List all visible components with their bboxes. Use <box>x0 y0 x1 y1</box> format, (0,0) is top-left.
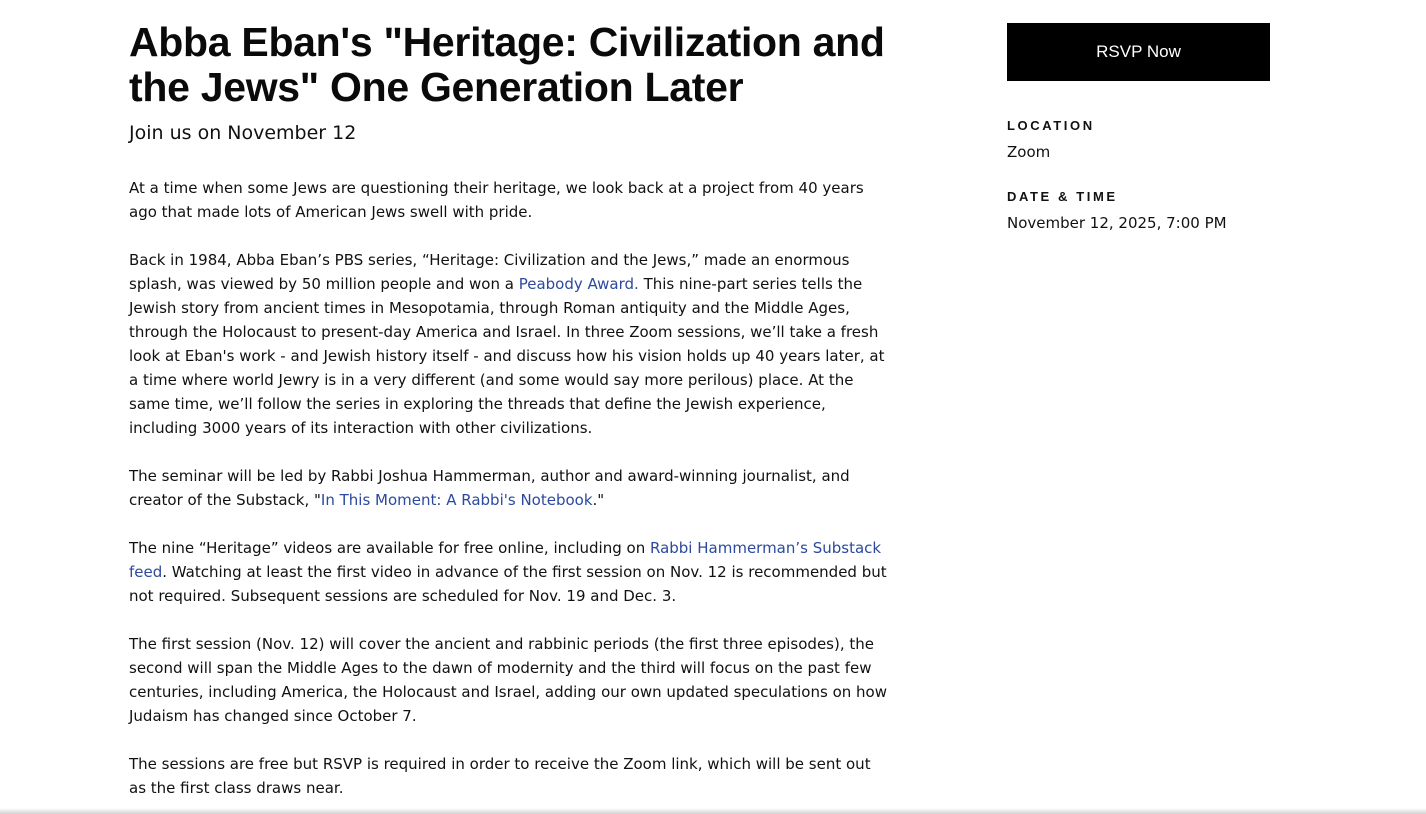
paragraph-2-text-end: This nine-part series tells the Jewish story from ancient times in Mesopotamia, through Roman antiquity and the Middle Ages, through the Holocaust to present-day America and Israel. In three Zoom sessions, we’ll take a fresh look at Eban's work - and Jewish history itself - and discuss how his vision holds up 40 years later, at a time where world Jewry is in a very different (and some would say more perilous) place. At the same time, we’ll follow the series in exploring the threads that define the Jewish experience, including 3000 years of its interaction with other civilizations. <box>129 275 885 437</box>
description-paragraph-6: The sessions are free but RSVP is required in order to receive the Zoom link, which will be sent out as the first class draws near. <box>129 755 871 797</box>
substack-notebook-link[interactable]: In This Moment: A Rabbi's Notebook <box>320 491 593 509</box>
paragraph-4-text-start: The nine “Heritage” videos are available for free online, including on <box>129 539 650 557</box>
bottom-edge-shadow <box>0 808 1426 814</box>
description-paragraph-4 <box>129 536 889 608</box>
paragraph-4-text-end: . Watching at least the first video in advance of the first session on Nov. 12 is recommended but not required. Subsequent sessions are scheduled for Nov. 19 and Dec. 3. <box>129 563 887 605</box>
event-sidebar <box>1007 23 1270 233</box>
paragraph-3-text-start: The seminar will be led by Rabbi Joshua Hammerman, author and award-winning journalist, and creator of the Substack, " <box>129 467 850 509</box>
location-block <box>1007 117 1270 162</box>
location-label: LOCATION <box>1007 118 1095 133</box>
substack-feed-link[interactable]: Rabbi Hammerman’s Substack feed <box>129 539 882 581</box>
paragraph-2-text-start: Back in 1984, Abba Eban’s PBS series, “Heritage: Civilization and the Jews,” made an enormous splash, was viewed by 50 million people and won a <box>129 251 850 293</box>
paragraph-3-text-end: ." <box>592 491 605 509</box>
description-paragraph-5: The first session (Nov. 12) will cover the ancient and rabbinic periods (the first three episodes), the second will span the Middle Ages to the dawn of modernity and the third will focus on the past few centuries, including America, the Holocaust and Israel, adding our own updated speculations on how Judaism has changed since October 7. <box>129 635 887 725</box>
event-title: Abba Eban's "Heritage: Civilization and the Jews" One Generation Later <box>129 19 885 110</box>
event-description <box>129 176 889 800</box>
location-value: Zoom <box>1007 143 1051 161</box>
rsvp-now-button[interactable]: RSVP Now <box>1007 23 1270 81</box>
description-paragraph-1: At a time when some Jews are questioning their heritage, we look back at a project from 40 years ago that made lots of American Jews swell with pride. <box>129 179 864 221</box>
event-subtitle: Join us on November 12 <box>129 122 357 144</box>
datetime-label: DATE & TIME <box>1007 189 1118 204</box>
event-main-content <box>129 20 889 814</box>
datetime-value: November 12, 2025, 7:00 PM <box>1007 214 1227 232</box>
description-paragraph-3 <box>129 464 889 512</box>
datetime-block <box>1007 188 1270 233</box>
description-paragraph-2 <box>129 248 889 440</box>
peabody-award-link[interactable]: Peabody Award. <box>518 275 639 293</box>
